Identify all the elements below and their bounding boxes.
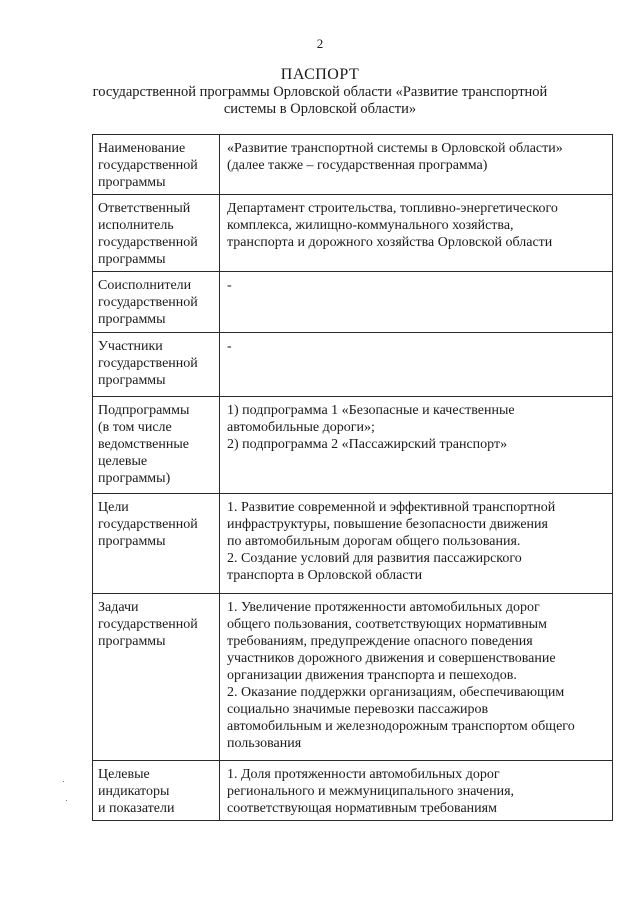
- row-label-line: государственной: [98, 158, 198, 173]
- row-value-line: требованиям, предупреждение опасного поведения: [227, 634, 533, 649]
- row-value-line: -: [227, 339, 232, 354]
- passport-row: [93, 761, 613, 821]
- row-label-line: Подпрограммы: [98, 403, 190, 418]
- row-label-cell: [93, 761, 220, 821]
- row-label-cell: [93, 397, 220, 494]
- row-label-cell: [93, 135, 220, 195]
- row-value-line: 2) подпрограмма 2 «Пассажирский транспорт»: [227, 437, 508, 452]
- passport-row: [93, 333, 613, 397]
- row-label-line: программы): [98, 471, 171, 486]
- row-value-line: по автомобильным дорогам общего пользования.: [227, 534, 521, 549]
- row-value-line: 1. Увеличение протяженности автомобильных дорог: [227, 600, 540, 615]
- row-value-line: организации движения транспорта и пешеходов.: [227, 668, 517, 683]
- row-value-line: участников дорожного движения и совершенствование: [227, 651, 556, 666]
- passport-row: [93, 135, 613, 195]
- row-label-line: (в том числе: [98, 420, 172, 435]
- row-label-line: Цели: [98, 500, 129, 515]
- row-value-line: регионального и межмуниципального значения,: [227, 784, 515, 799]
- row-value-line: 1) подпрограмма 1 «Безопасные и качественные: [227, 403, 515, 418]
- row-value-line: общего пользования, соответствующих нормативным: [227, 617, 547, 632]
- row-value-line: 1. Доля протяженности автомобильных дорог: [227, 767, 500, 782]
- passport-row: [93, 272, 613, 333]
- row-label-line: ведомственные: [98, 437, 189, 452]
- row-label-line: государственной: [98, 295, 198, 310]
- row-value-line: социально значимые перевозки пассажиров: [227, 702, 489, 717]
- row-label-line: индикаторы: [98, 784, 170, 799]
- row-label-line: программы: [98, 534, 166, 549]
- row-label-line: целевые: [98, 454, 148, 469]
- row-label-cell: [93, 333, 220, 397]
- row-label-line: государственной: [98, 356, 198, 371]
- row-value-line: автомобильные дороги»;: [227, 420, 375, 435]
- row-value-line: «Развитие транспортной системы в Орловской области»: [227, 141, 563, 156]
- subtitle-line: государственной программы Орловской области «Развитие транспортной: [92, 84, 548, 100]
- row-value-cell: [220, 594, 613, 761]
- row-value-line: транспорта в Орловской области: [227, 568, 423, 583]
- row-label-line: Задачи: [98, 600, 139, 615]
- row-label-line: Наименование: [98, 141, 186, 156]
- passport-row: [93, 594, 613, 761]
- subtitle-line: системы в Орловской области»: [223, 101, 417, 117]
- row-label-line: программы: [98, 373, 166, 388]
- row-label-cell: [93, 494, 220, 594]
- row-value-cell: [220, 761, 613, 821]
- row-value-line: транспорта и дорожного хозяйства Орловской области: [227, 235, 553, 250]
- passport-table-body: [93, 135, 613, 821]
- row-label-line: программы: [98, 634, 166, 649]
- row-label-line: государственной: [98, 235, 198, 250]
- row-value-line: автомобильным и железнодорожным транспортом общего: [227, 719, 575, 734]
- row-label-line: Соисполнители: [98, 278, 192, 293]
- row-label-line: исполнитель: [98, 218, 174, 233]
- row-label-line: государственной: [98, 517, 198, 532]
- document-title: ПАСПОРТ: [280, 66, 360, 83]
- row-value-line: инфраструктуры, повышение безопасности движения: [227, 517, 548, 532]
- scan-speck: [63, 781, 64, 782]
- passport-row: [93, 397, 613, 494]
- row-value-line: 1. Развитие современной и эффективной транспортной: [227, 500, 556, 515]
- passport-row: [93, 494, 613, 594]
- row-value-cell: [220, 333, 613, 397]
- row-value-line: 2. Создание условий для развития пассажирского: [227, 551, 522, 566]
- row-label-cell: [93, 195, 220, 272]
- row-value-cell: [220, 195, 613, 272]
- row-value-cell: [220, 272, 613, 333]
- passport-table: [92, 134, 613, 821]
- row-value-line: 2. Оказание поддержки организациям, обеспечивающим: [227, 685, 565, 700]
- row-label-line: государственной: [98, 617, 198, 632]
- row-label-line: программы: [98, 175, 166, 190]
- row-label-line: Ответственный: [98, 201, 191, 216]
- scan-speck: [66, 800, 67, 801]
- row-label-line: Целевые: [98, 767, 150, 782]
- row-value-line: (далее также – государственная программа): [227, 158, 488, 173]
- document-subtitle: [0, 84, 640, 118]
- row-label-line: Участники: [98, 339, 163, 354]
- row-value-cell: [220, 494, 613, 594]
- row-value-cell: [220, 135, 613, 195]
- row-value-line: соответствующая нормативным требованиям: [227, 801, 497, 816]
- row-label-line: программы: [98, 312, 166, 327]
- row-label-cell: [93, 594, 220, 761]
- row-value-line: пользования: [227, 736, 302, 751]
- page-number: 2: [316, 36, 324, 51]
- row-label-cell: [93, 272, 220, 333]
- row-value-line: комплекса, жилищно-коммунального хозяйства,: [227, 218, 514, 233]
- row-value-line: -: [227, 278, 232, 293]
- row-value-cell: [220, 397, 613, 494]
- row-label-line: и показатели: [98, 801, 175, 816]
- row-label-line: программы: [98, 252, 166, 267]
- passport-row: [93, 195, 613, 272]
- row-value-line: Департамент строительства, топливно-энергетического: [227, 201, 558, 216]
